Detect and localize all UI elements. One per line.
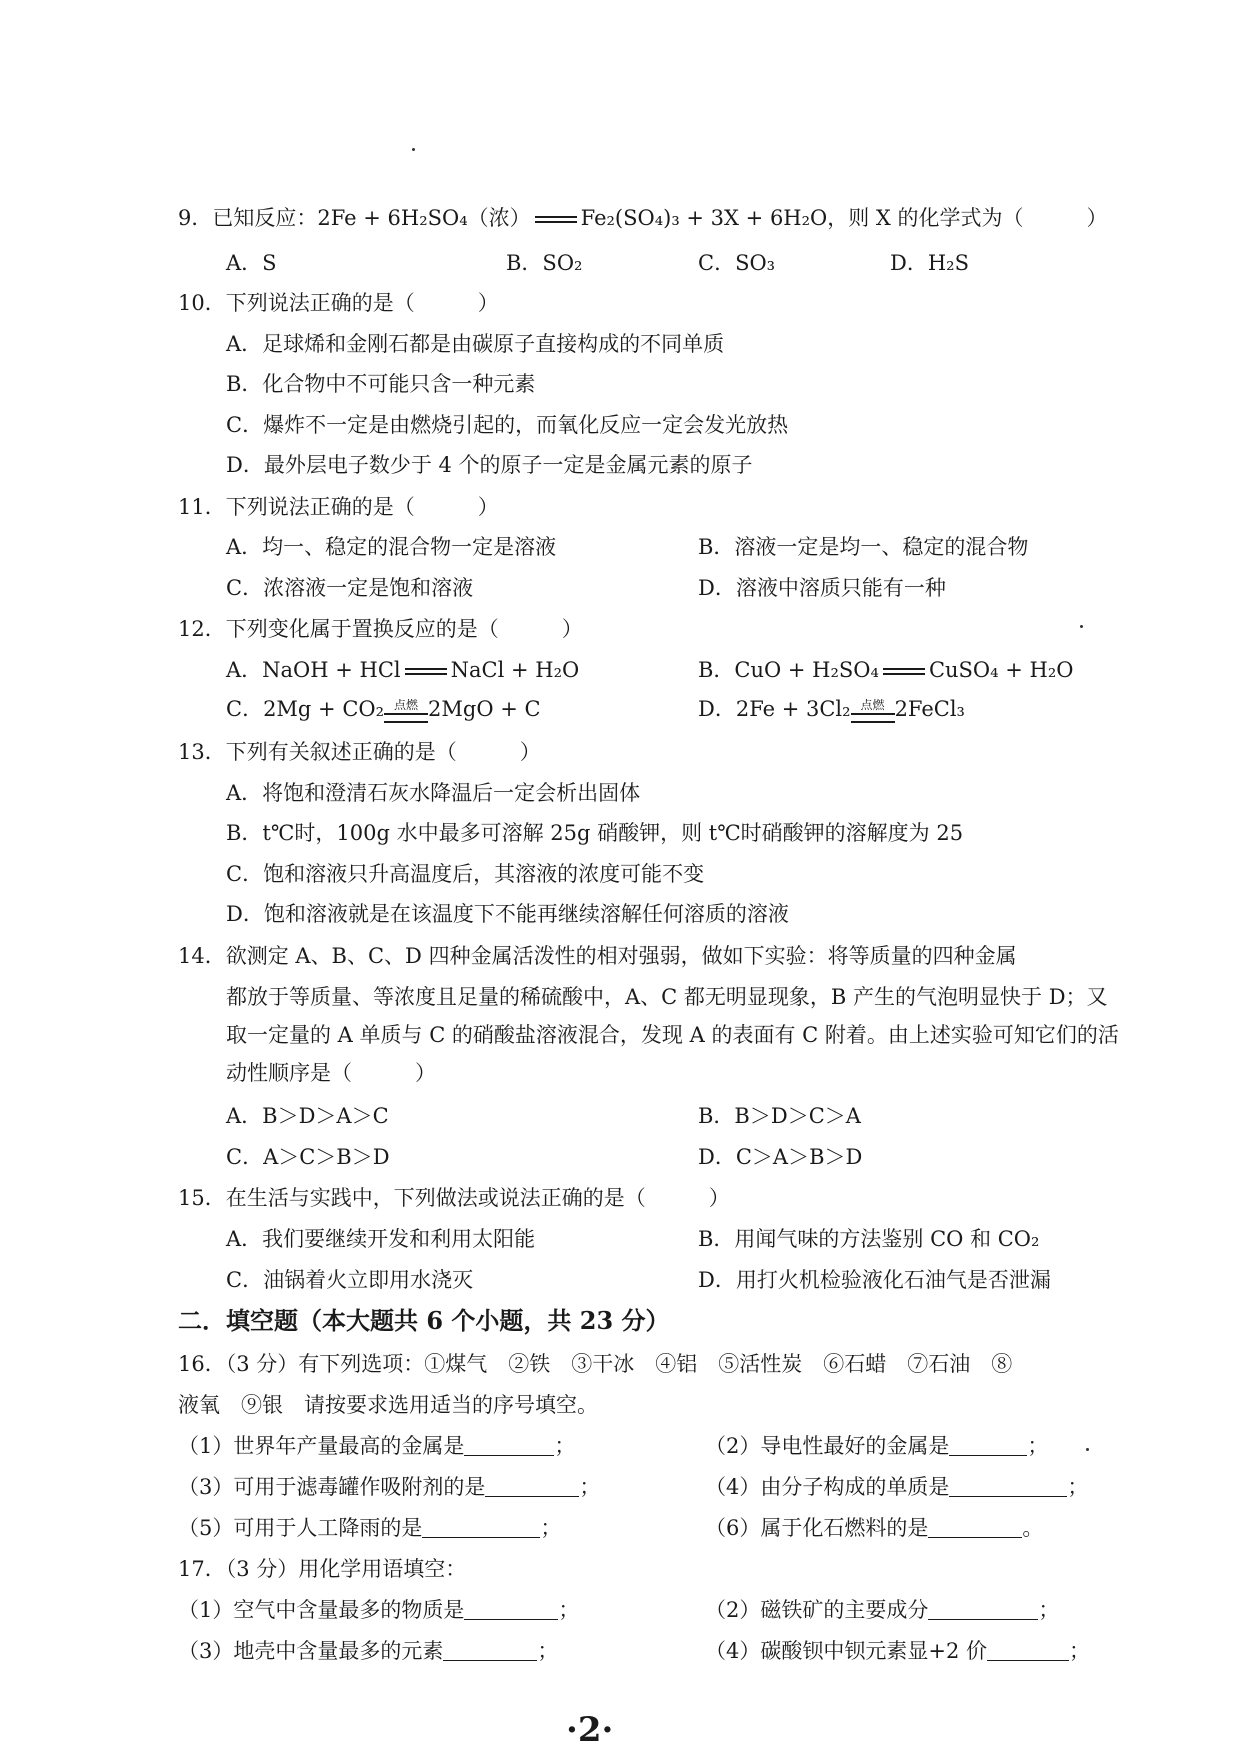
answer-blank[interactable] [464, 1434, 554, 1456]
scan-speck [1086, 1448, 1089, 1451]
answer-blank[interactable] [443, 1639, 537, 1661]
answer-blank[interactable] [949, 1434, 1027, 1456]
scan-speck [412, 148, 415, 151]
q10-option-a: A．足球烯和金刚石都是由碳原子直接构成的不同单质 [226, 332, 725, 356]
q14-option-d: D．C＞A＞B＞D [698, 1145, 863, 1169]
q12-option-a: A．NaOH + HCl NaCl + H₂O [226, 658, 580, 682]
answer-blank[interactable] [987, 1639, 1069, 1661]
q12-option-d: D．2Fe + 3Cl₂ 点燃 2FeCl₃ [698, 697, 965, 721]
question-16-stem-cont: 液氧 ⑨银 请按要求选用适当的序号填空。 [178, 1393, 598, 1417]
q17-item-3: （3）地壳中含量最多的元素 ； [178, 1639, 559, 1663]
q17-item-1: （1）空气中含量最多的物质是 ； [178, 1598, 580, 1622]
q13-option-a: A．将饱和澄清石灰水降温后一定会析出固体 [226, 781, 641, 805]
q11-option-d: D．溶液中溶质只能有一种 [698, 576, 946, 600]
q11-option-b: B．溶液一定是均一、稳定的混合物 [698, 535, 1029, 559]
equals-sign [531, 212, 581, 228]
reaction-condition: 点燃 [851, 699, 895, 723]
q13-option-c: C．饱和溶液只升高温度后，其溶液的浓度可能不变 [226, 862, 705, 886]
q15-option-d: D．用打火机检验液化石油气是否泄漏 [698, 1268, 1051, 1292]
page-number: ·2· [566, 1710, 614, 1750]
question-11-stem: 11．下列说法正确的是（ ） [178, 495, 499, 519]
answer-blank[interactable] [485, 1475, 579, 1497]
answer-blank[interactable] [464, 1598, 558, 1620]
q15-option-c: C．油锅着火立即用水浇灭 [226, 1268, 474, 1292]
question-10-stem: 10．下列说法正确的是（ ） [178, 291, 499, 315]
q16-item-5: （5）可用于人工降雨的是 ； [178, 1516, 562, 1540]
question-13-stem: 13．下列有关叙述正确的是（ ） [178, 740, 541, 764]
q14-option-a: A．B＞D＞A＞C [226, 1104, 389, 1128]
scan-speck [1080, 625, 1083, 628]
q9-option-d: D．H₂S [890, 251, 969, 275]
q10-option-d: D．最外层电子数少于 4 个的原子一定是金属元素的原子 [226, 453, 753, 477]
q16-item-1: （1）世界年产量最高的金属是 ； [178, 1434, 576, 1458]
answer-blank[interactable] [928, 1598, 1038, 1620]
q12-option-c: C．2Mg + CO₂ 点燃 2MgO + C [226, 697, 541, 721]
answer-blank[interactable] [949, 1475, 1067, 1497]
answer-blank[interactable] [928, 1516, 1022, 1538]
equals-sign [879, 664, 929, 680]
q10-option-c: C．爆炸不一定是由燃烧引起的，而氧化反应一定会发光放热 [226, 413, 789, 437]
question-16-stem: 16．（3 分）有下列选项：①煤气 ②铁 ③干冰 ④铝 ⑤活性炭 ⑥石蜡 ⑦石油 ⑧ [178, 1352, 1013, 1376]
q15-option-b: B．用闻气味的方法鉴别 CO 和 CO₂ [698, 1227, 1040, 1251]
question-14-stem: 14．欲测定 A、B、C、D 四种金属活泼性的相对强弱，做如下实验：将等质量的四种金属 [178, 944, 1017, 968]
equals-sign [401, 664, 451, 680]
reaction-condition: 点燃 [384, 699, 428, 723]
question-12-stem: 12．下列变化属于置换反应的是（ ） [178, 617, 583, 641]
section-heading: 二．填空题（本大题共 6 个小题，共 23 分） [178, 1306, 670, 1335]
q9-option-a: A．S [226, 251, 277, 275]
q16-item-4: （4）由分子构成的单质是 ； [705, 1475, 1089, 1499]
q11-option-a: A．均一、稳定的混合物一定是溶液 [226, 535, 557, 559]
question-14-body: 都放于等质量、等浓度且足量的稀硫酸中，A、C 都无明显现象，B 产生的气泡明显快于 D；又取一定量的 A 单质与 C 的硝酸盐溶液混合，发现 A 的表面有 C 附着。由上述实验可知它们的活动性顺序是（ ） [226, 985, 1119, 1085]
q16-item-2: （2）导电性最好的金属是 ； [705, 1434, 1049, 1458]
q14-option-c: C．A＞C＞B＞D [226, 1145, 390, 1169]
q9-option-b: B．SO₂ [506, 251, 583, 275]
q15-option-a: A．我们要继续开发和利用太阳能 [226, 1227, 536, 1251]
q14-option-b: B．B＞D＞C＞A [698, 1104, 861, 1128]
q17-item-4: （4）碳酸钡中钡元素显+2 价 ； [705, 1639, 1090, 1663]
q17-item-2: （2）磁铁矿的主要成分 ； [705, 1598, 1060, 1622]
q13-option-b: B．t℃时，100g 水中最多可溶解 25g 硝酸钾，则 t℃时硝酸钾的溶解度为 25 [226, 821, 964, 845]
q13-option-d: D．饱和溶液就是在该温度下不能再继续溶解任何溶质的溶液 [226, 902, 789, 926]
q16-item-3: （3）可用于滤毒罐作吸附剂的是 ； [178, 1475, 601, 1499]
q12-option-b: B．CuO + H₂SO₄ CuSO₄ + H₂O [698, 658, 1074, 682]
answer-blank[interactable] [422, 1516, 540, 1538]
q9-option-c: C．SO₃ [698, 251, 776, 275]
q16-item-6: （6）属于化石燃料的是 。 [705, 1516, 1044, 1540]
question-9-stem: 9．已知反应：2Fe + 6H₂SO₄（浓） Fe₂(SO₄)₃ + 3X + 6H₂O，则 X 的化学式为（ ） [178, 206, 1108, 230]
question-17-stem: 17．（3 分）用化学用语填空： [178, 1557, 467, 1581]
q11-option-c: C．浓溶液一定是饱和溶液 [226, 576, 474, 600]
question-15-stem: 15．在生活与实践中，下列做法或说法正确的是（ ） [178, 1186, 730, 1210]
q10-option-b: B．化合物中不可能只含一种元素 [226, 372, 536, 396]
